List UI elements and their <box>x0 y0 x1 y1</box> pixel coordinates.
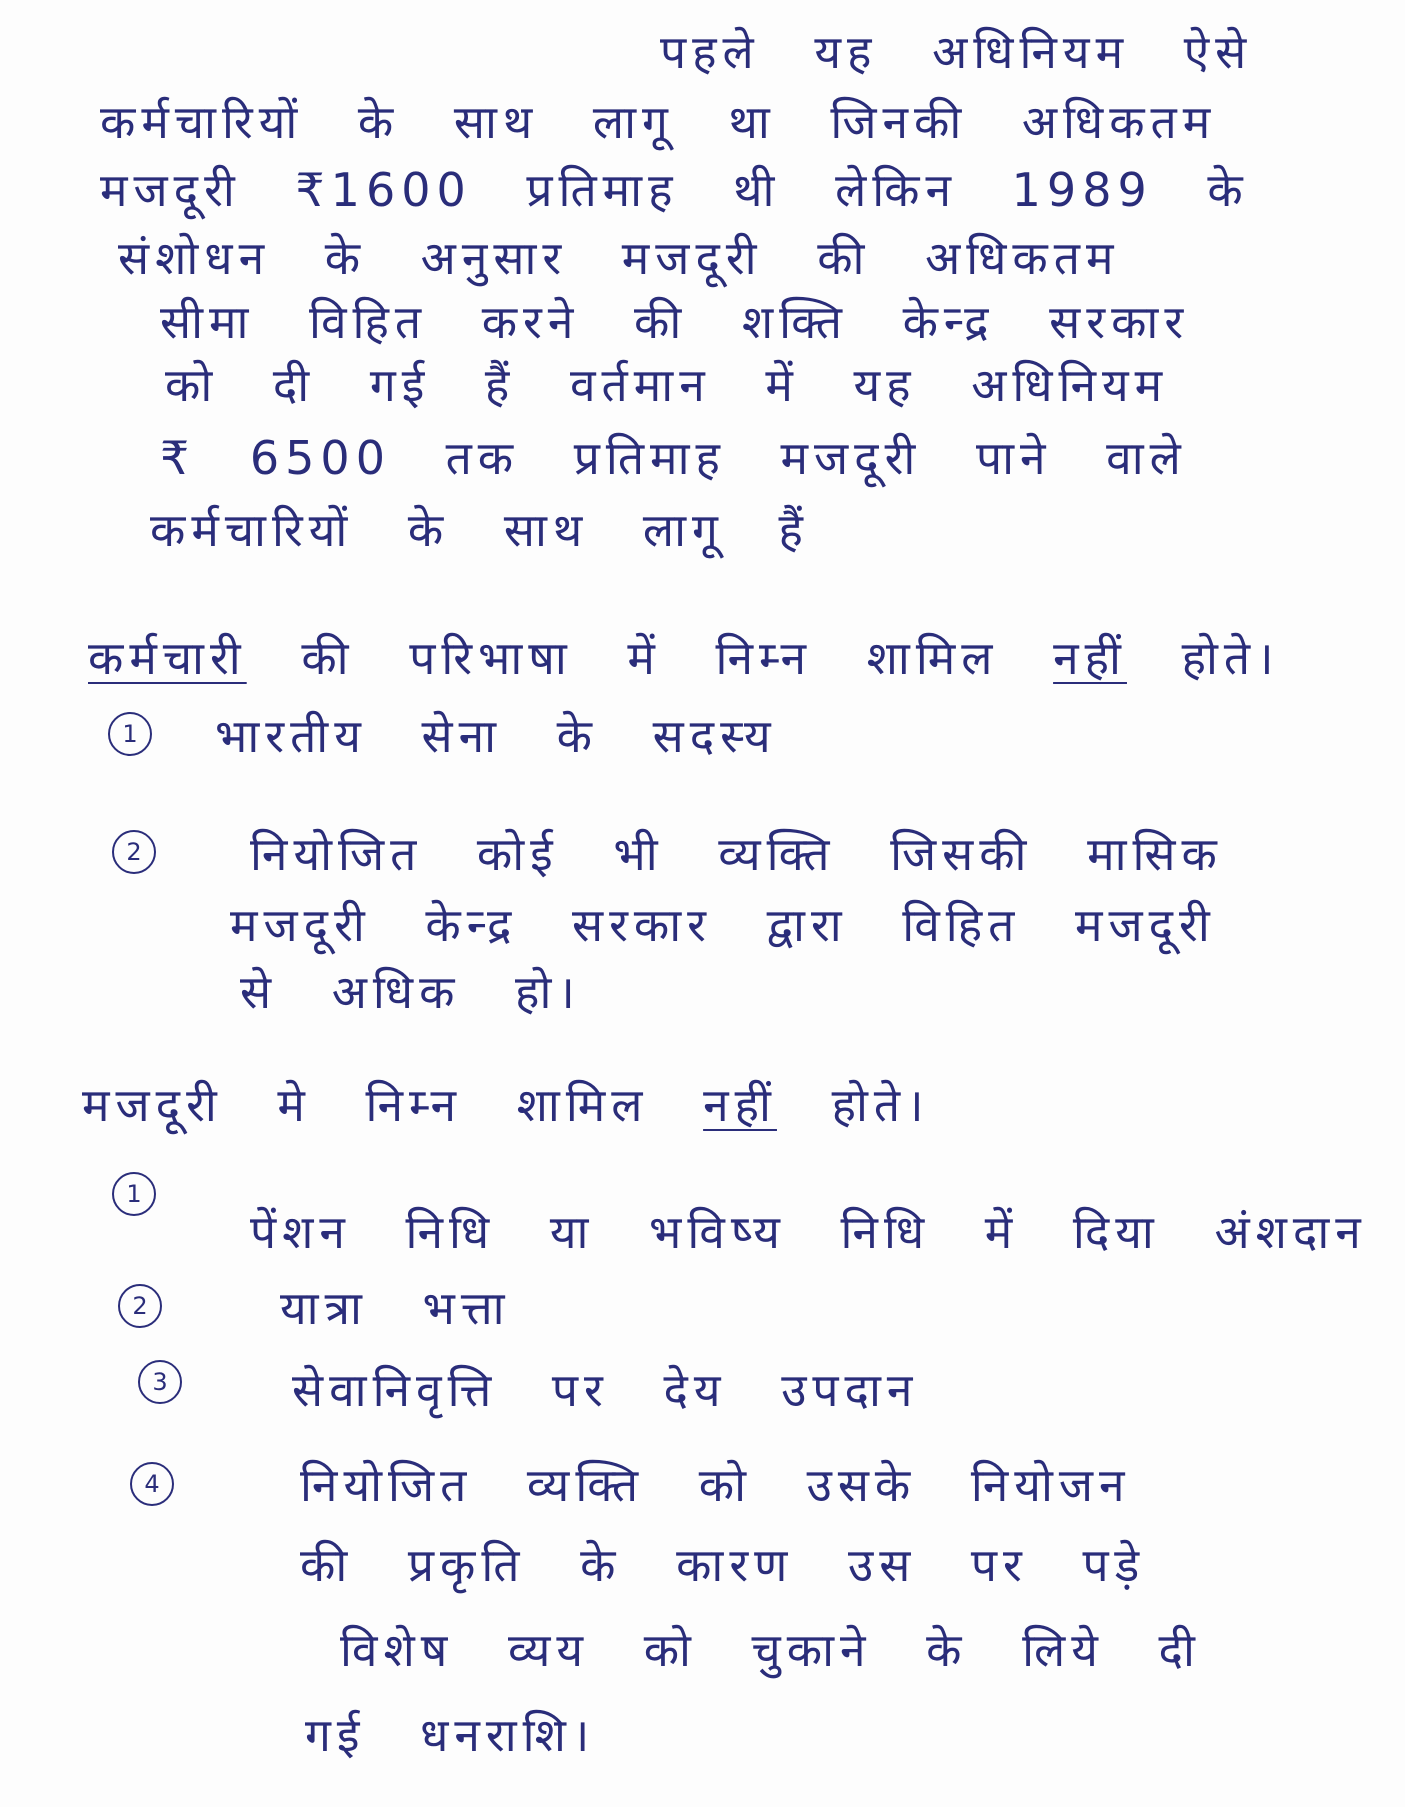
heading-term: मजदूरी <box>82 1078 223 1132</box>
list-item: सेवानिवृत्ति पर देय उपदान <box>292 1363 919 1417</box>
section-heading-wages <box>82 1075 930 1135</box>
text-line: को दी गई हैं वर्तमान में यह अधिनियम <box>165 358 1169 412</box>
heading-not: नहीं <box>1053 631 1127 685</box>
list-item: नियोजित कोई भी व्यक्ति जिसकी मासिक <box>250 827 1223 881</box>
item-number: 2 <box>118 1284 162 1328</box>
list-item: गई धनराशि। <box>305 1708 596 1762</box>
list-item: यात्रा भत्ता <box>280 1281 511 1335</box>
list-item: पेंशन निधि या भविष्य निधि में दिया अंशदान <box>250 1205 1367 1259</box>
heading-end: होते। <box>1181 631 1280 685</box>
text-line: संशोधन के अनुसार मजदूरी की अधिकतम <box>118 231 1120 285</box>
text-line: पहले यह अधिनियम ऐसे <box>660 25 1253 79</box>
heading-term: कर्मचारी <box>88 631 247 685</box>
item-number: 3 <box>138 1360 182 1404</box>
item-number: 1 <box>112 1172 156 1216</box>
text-line: मजदूरी ₹1600 प्रतिमाह थी लेकिन 1989 के <box>100 163 1249 217</box>
list-item: विशेष व्यय को चुकाने के लिये दी <box>340 1623 1201 1677</box>
item-number: 2 <box>112 830 156 874</box>
list-item: नियोजित व्यक्ति को उसके नियोजन <box>300 1458 1131 1512</box>
text-line: ₹ 6500 तक प्रतिमाह मजदूरी पाने वाले <box>160 431 1187 485</box>
heading-not: नहीं <box>703 1078 777 1132</box>
list-item: मजदूरी केन्द्र सरकार द्वारा विहित मजदूरी <box>230 898 1216 952</box>
item-number: 1 <box>108 712 152 756</box>
list-item: की प्रकृति के कारण उस पर पड़े <box>300 1538 1146 1592</box>
text-line: कर्मचारियों के साथ लागू हैं <box>150 503 809 557</box>
list-item: से अधिक हो। <box>240 965 581 1019</box>
section-heading-employee <box>88 628 1280 688</box>
item-number: 4 <box>130 1462 174 1506</box>
heading-mid: मे निम्न शामिल <box>277 1078 649 1132</box>
heading-mid: की परिभाषा में निम्न शामिल <box>301 631 999 685</box>
text-line: कर्मचारियों के साथ लागू था जिनकी अधिकतम <box>100 95 1217 149</box>
text-line: सीमा विहित करने की शक्ति केन्द्र सरकार <box>160 295 1190 349</box>
heading-end: होते। <box>831 1078 930 1132</box>
list-item: भारतीय सेना के सदस्य <box>215 709 777 763</box>
